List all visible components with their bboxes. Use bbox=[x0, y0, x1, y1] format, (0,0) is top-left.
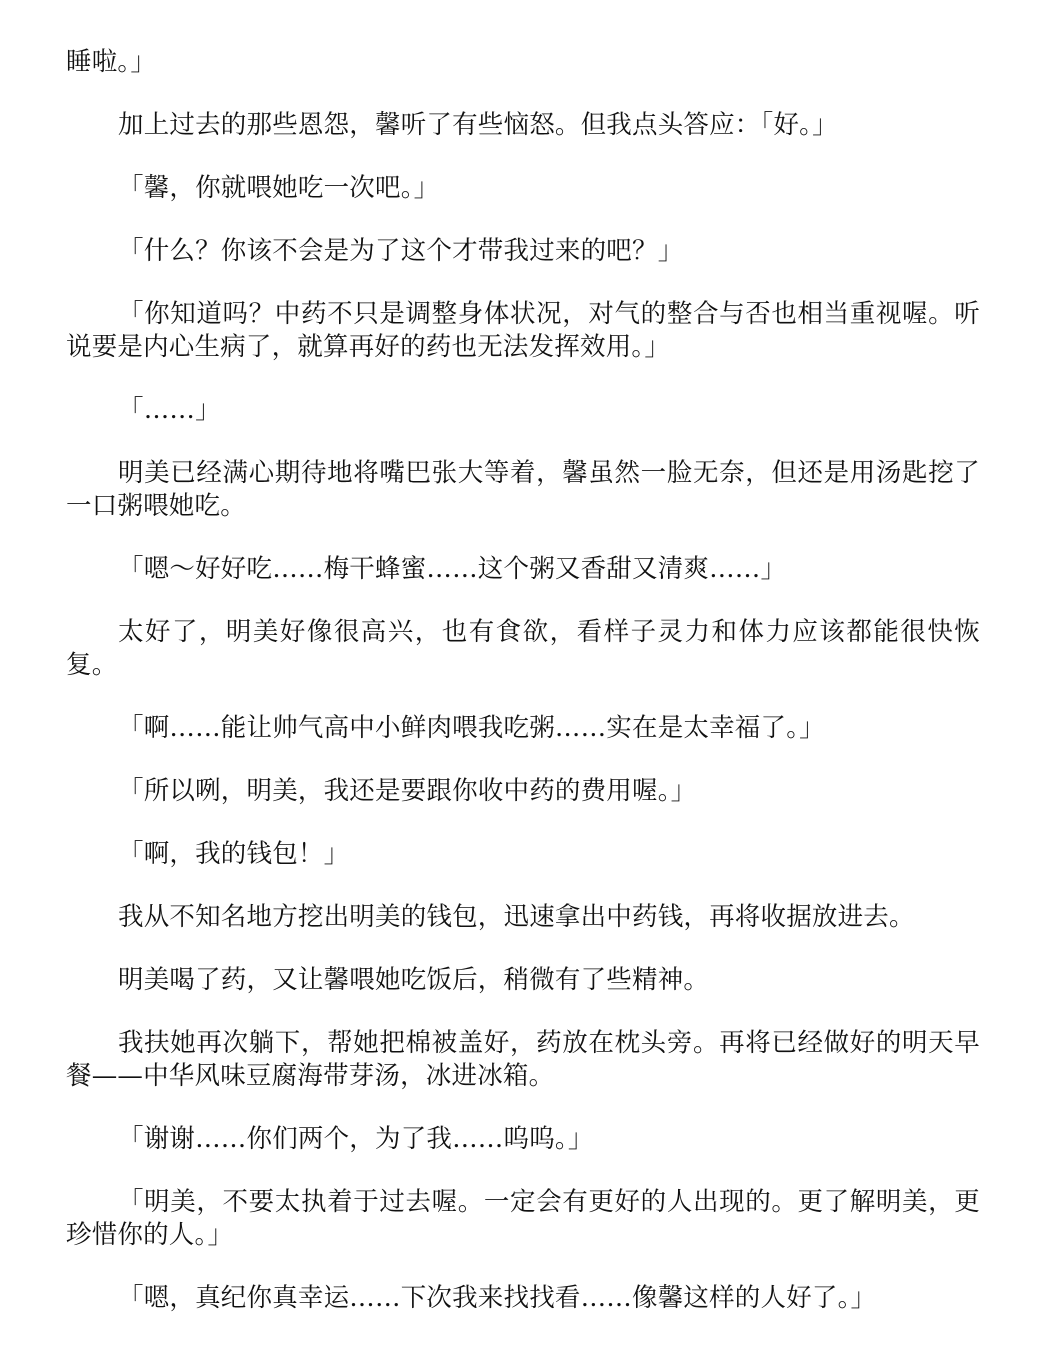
paragraph: 睡啦。」 bbox=[66, 47, 157, 77]
paragraph: 「啊……能让帅气高中小鲜肉喂我吃粥……实在是太幸福了。」 bbox=[118, 713, 825, 743]
paragraph: 「谢谢……你们两个，为了我……呜呜。」 bbox=[118, 1124, 594, 1154]
paragraph: 明美已经满心期待地将嘴巴张大等着，馨虽然一脸无奈，但还是用汤匙挖了一口粥喂她吃。 bbox=[66, 458, 980, 521]
paragraph: 我扶她再次躺下，帮她把棉被盖好，药放在枕头旁。再将已经做好的明天早餐——中华风味豆腐海带芽汤，冰进冰箱。 bbox=[66, 1028, 980, 1091]
paragraph: 「什么？你该不会是为了这个才带我过来的吧？」 bbox=[118, 236, 684, 266]
paragraph: 太好了，明美好像很高兴，也有食欲，看样子灵力和体力应该都能很快恢复。 bbox=[66, 617, 980, 680]
paragraph: 「啊，我的钱包！」 bbox=[118, 839, 350, 869]
paragraph: 我从不知名地方挖出明美的钱包，迅速拿出中药钱，再将收据放进去。 bbox=[118, 902, 915, 932]
paragraph: 「明美，不要太执着于过去喔。一定会有更好的人出现的。更了解明美，更珍惜你的人。」 bbox=[66, 1187, 980, 1250]
paragraph: 「……」 bbox=[118, 395, 221, 425]
paragraph: 「馨，你就喂她吃一次吧。」 bbox=[118, 173, 440, 203]
paragraph: 「你知道吗？中药不只是调整身体状况，对气的整合与否也相当重视喔。听说要是内心生病了，就算再好的药也无法发挥效用。」 bbox=[66, 299, 980, 362]
paragraph: 「嗯，真纪你真幸运……下次我来找找看……像馨这样的人好了。」 bbox=[118, 1283, 877, 1313]
paragraph: 加上过去的那些恩怨，馨听了有些恼怒。但我点头答应：「好。」 bbox=[118, 110, 838, 140]
paragraph: 明美喝了药，又让馨喂她吃饭后，稍微有了些精神。 bbox=[118, 965, 710, 995]
paragraph: 「所以咧，明美，我还是要跟你收中药的费用喔。」 bbox=[118, 776, 697, 806]
text-body bbox=[66, 46, 980, 1345]
paragraph: 「嗯～好好吃……梅干蜂蜜……这个粥又香甜又清爽……」 bbox=[118, 554, 787, 584]
